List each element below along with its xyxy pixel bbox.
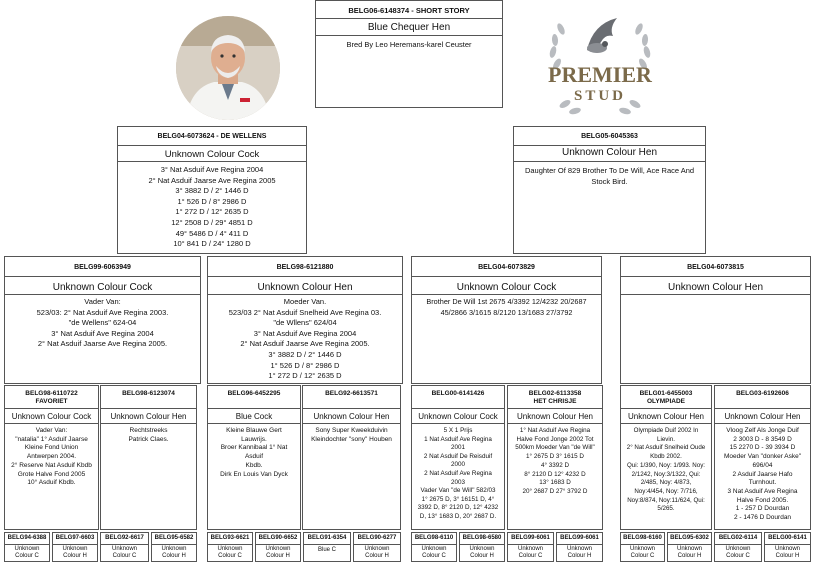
sire-description: 3° Nat Asduif Ave Regina 2004 2° Nat Asduif Jaarse Ave Regina 2005 3° 3882 D / 2° 1446 D 1° 526 D / 8° 2986 D 1° 272 D / 12° 2635 D 12° 2508 D / 29° 4851 D 49° 5486 D / 4° 411 D 10° 841 D / 24° 1280 D xyxy=(148,165,276,249)
dam-ring: BELG05-6045363 xyxy=(581,133,638,140)
premier-stud-logo xyxy=(535,12,665,120)
gggp-box-8: BELG90-6277 Unknown Colour H xyxy=(353,532,401,562)
subject-bred-by: Bred By Leo Heremans-karel Ceuster xyxy=(346,40,472,49)
gggp-box-3: BELG92-6617 Unknown Colour C xyxy=(100,532,149,562)
gggp-box-14: BELG95-6302 Unknown Colour H xyxy=(667,532,712,562)
great-grandparent-box-7: BELG01-6455003 OLYMPIADE Unknown Colour Hen Olympiade Duif 2002 In Lievin. 2° Nat Asduif Snelheid Oude Kbdb 2002. Qui: 1/390, Noy: 1/993. Noy: 2/1242, Noy:3/1322, Qui: 2/485, Noy: 4/873, Noy:4/454, Noy: 7/716, Noy:8/874, Noy:11/624, Qui: 5/265. xyxy=(620,385,712,530)
subject-box xyxy=(315,0,503,108)
gggp-box-7: BELG91-6354 Blue C xyxy=(303,532,351,562)
gggp-box-1: BELG94-6388 Unknown Colour C xyxy=(4,532,50,562)
logo-word-premier: PREMIER xyxy=(548,62,652,87)
great-grandparent-box-8: BELG03-6192606 Unknown Colour Hen Vloog Zelf Als Jonge Duif 2 3003 D - 8 3549 D 15 2270 D - 39 3934 D Moeder Van "donker Aske" 696/04 2 Asduif Jaarse Hafo Turnhout. 3 Nat Asduif Ave Regina Halve Fond 2005. 1 - 257 D Dourdan 2 - 1476 D Dourdan xyxy=(714,385,811,530)
dam-colour: Unknown Colour Hen xyxy=(561,147,658,158)
gggp-box-11: BELG99-6061 Unknown Colour C xyxy=(507,532,554,562)
great-grandparent-box-5: BELG00-6141426 Unknown Colour Cock 5 X 1 Prijs 1 Nat Asduif Ave Regina 2001 2 Nat Asduif De Reisduif 2000 2 Nat Asduif Ave Regina 2003 Vader Van "de Will" 582/03 1° 2675 D, 3° 16151 D, 4° 3392 D, 8° 2120 D, 12° 4232 D, 13° 1683 D, 20° 2687 D. xyxy=(411,385,505,530)
sire-box xyxy=(117,126,307,254)
dam-description: Daughter Of 829 Brother To De Will, Ace Race And Stock Bird. xyxy=(524,166,695,186)
gggp-box-12: BELG99-6061 Unknown Colour H xyxy=(556,532,603,562)
great-grandparent-box-2: BELG98-6123074 Unknown Colour Hen Rechtstreeks Patrick Claes. xyxy=(100,385,197,530)
great-grandparent-box-6: BELG02-6113358 HET CHRISJE Unknown Colour Hen 1° Nat Asduif Ave Regina Halve Fond Jonge 2002 Tot 500km Moeder Van "de Will" 1° 2675 D 3° 1615 D 4° 3392 D 8° 2120 D 12° 4232 D 13° 1683 D 20° 2687 D 27° 3792 D xyxy=(507,385,603,530)
great-grandparent-box-1: BELG98-6110722 FAVORIET Unknown Colour Cock Vader Van: "natalia" 1° Asduif Jaarse Kleine Fond Union Antwerpen 2004. 2° Reserve Nat Asduif Kbdb Grote Halve Fond 2005 10° Asduif Kbdb. xyxy=(4,385,99,530)
great-grandparent-box-3: BELG96-6452295 Blue Cock Kleine Blauwe Gert Lauwrijs. Broer Kannibaal 1° Nat Asduif Kbdb. Dirk En Louis Van Dyck xyxy=(207,385,301,530)
subject-colour: Blue Chequer Hen xyxy=(367,22,451,33)
sire-ring: BELG04-6073624 - DE WELLENS xyxy=(157,133,267,140)
breeder-photo xyxy=(176,16,280,120)
gggp-box-10: BELG98-6580 Unknown Colour H xyxy=(459,532,505,562)
gggp-box-5: BELG93-6621 Unknown Colour C xyxy=(207,532,253,562)
subject-ring: BELG06-6148374 - SHORT STORY xyxy=(348,6,470,15)
dam-box xyxy=(513,126,706,254)
gggp-box-13: BELG98-6160 Unknown Colour C xyxy=(620,532,665,562)
gggp-box-2: BELG97-6603 Unknown Colour H xyxy=(52,532,98,562)
grandparent-box-3: BELG04-6073829 Unknown Colour Cock Brother De Will 1st 2675 4/3392 12/4232 20/2687 45/2866 3/1615 8/2120 13/1683 27/3792 xyxy=(411,256,602,384)
gggp-box-16: BELG00-6141 Unknown Colour H xyxy=(764,532,811,562)
grandparent-box-1: BELG99-6063949 Unknown Colour Cock Vader Van: 523/03: 2° Nat Asduif Ave Regina 2003. "de Wellens" 624-04 3° Nat Asduif Ave Regina 2004 2° Nat Asduif Jaarse Ave Regina 2005. xyxy=(4,256,201,384)
great-grandparent-box-4: BELG92-6613571 Unknown Colour Hen Sony Super Kweekduivin Kleindochter "sony" Houben xyxy=(302,385,401,530)
gggp-box-6: BELG90-6652 Unknown Colour H xyxy=(255,532,301,562)
logo-word-stud: STUD xyxy=(573,88,627,104)
gggp-box-9: BELG98-6110 Unknown Colour C xyxy=(411,532,457,562)
sire-colour: Unknown Colour Cock xyxy=(164,149,260,160)
grandparent-box-2: BELG98-6121880 Unknown Colour Hen Moeder Van. 523/03 2° Nat Asduif Snelheid Ave Regina 03. "de Wllens" 624/04 3° Nat Asduif Ave Regina 2004 2° Nat Asduif Jaarse Ave Regina 2005. 3° 3882 D / 2° 1446 D 1° 526 D / 8° 2986 D 1° 272 D / 12° 2635 D xyxy=(207,256,403,384)
grandparent-box-4: BELG04-6073815 Unknown Colour Hen xyxy=(620,256,811,384)
gggp-box-4: BELG95-6582 Unknown Colour H xyxy=(151,532,197,562)
gggp-box-15: BELG02-6114 Unknown Colour C xyxy=(714,532,762,562)
